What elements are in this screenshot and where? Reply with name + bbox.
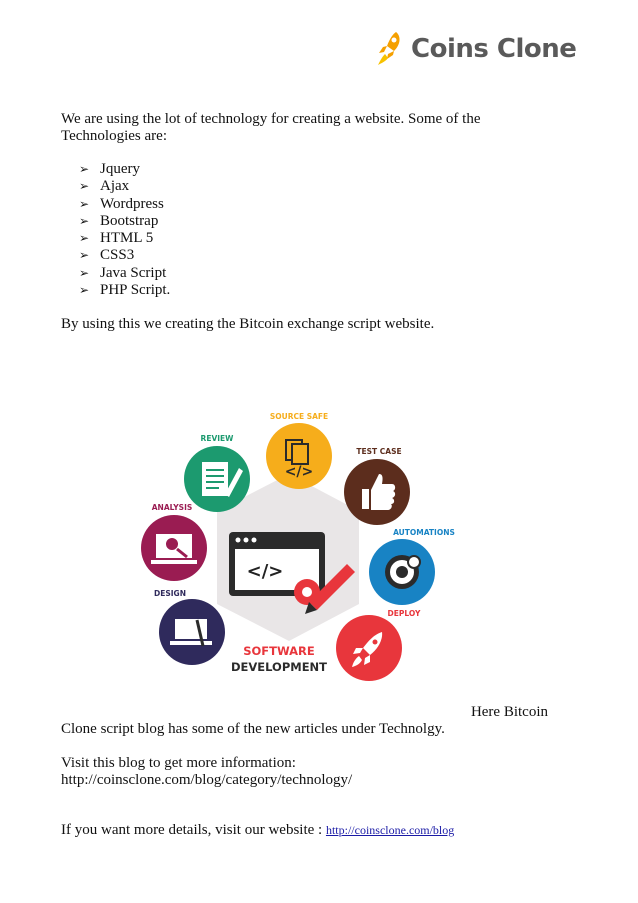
code-symbol: </> xyxy=(246,561,284,582)
more-details-paragraph xyxy=(61,822,454,839)
label-design: DESIGN xyxy=(154,589,186,598)
software-development-diagram xyxy=(139,404,469,684)
arrow-bullet-icon: ➢ xyxy=(79,265,90,280)
center-title-software: SOFTWARE xyxy=(243,644,315,658)
website-link[interactable]: http://coinsclone.com/blog xyxy=(325,823,455,837)
list-item: ➢ Ajax xyxy=(79,178,130,195)
rocket-icon xyxy=(374,30,404,68)
design-laptop-icon xyxy=(170,619,212,646)
label-review: REVIEW xyxy=(200,434,234,443)
list-item: ➢ Bootstrap xyxy=(79,212,159,229)
list-item: ➢ HTML 5 xyxy=(79,230,154,247)
blog-url-text: http://coinsclone.com/blog/category/technology/ xyxy=(61,772,353,788)
here-bitcoin-text: Here Bitcoin xyxy=(470,704,548,720)
source-safe-code-symbol: </> xyxy=(284,464,314,480)
clone-paragraph: Clone script blog has some of the new articles under Technolgy. xyxy=(61,721,445,737)
list-item: ➢ Jquery xyxy=(79,161,140,177)
list-item: ➢ Wordpress xyxy=(79,195,164,212)
brand-logo xyxy=(374,30,576,68)
arrow-bullet-icon: ➢ xyxy=(79,196,90,211)
label-analysis: ANALYSIS xyxy=(151,503,193,512)
center-title-development: DEVELOPMENT xyxy=(230,660,328,674)
more-details-text: If you want more details, visit our website : xyxy=(61,822,326,838)
technology-list xyxy=(79,161,170,299)
visit-paragraph: Visit this blog to get more information: xyxy=(61,755,296,771)
arrow-bullet-icon: ➢ xyxy=(79,248,90,263)
label-automations: AUTOMATIONS xyxy=(393,528,455,537)
label-deploy: DEPLOY xyxy=(387,609,421,618)
arrow-bullet-icon: ➢ xyxy=(79,213,90,228)
brand-name: Coins Clone xyxy=(411,34,577,64)
arrow-bullet-icon: ➢ xyxy=(79,231,90,246)
arrow-bullet-icon: ➢ xyxy=(79,283,90,298)
label-source-safe: SOURCE SAFE xyxy=(269,412,329,421)
using-paragraph: By using this we creating the Bitcoin exchange script website. xyxy=(61,316,435,332)
label-test-case: TEST CASE xyxy=(356,447,402,456)
arrow-bullet-icon: ➢ xyxy=(79,162,90,176)
intro-paragraph: We are using the lot of technology for creating a website. Some of the Technologies are: xyxy=(61,111,481,144)
list-item: ➢ PHP Script. xyxy=(79,282,171,299)
arrow-bullet-icon: ➢ xyxy=(79,179,90,194)
list-item: ➢ CSS3 xyxy=(79,247,135,264)
list-item: ➢ Java Script xyxy=(79,264,167,281)
